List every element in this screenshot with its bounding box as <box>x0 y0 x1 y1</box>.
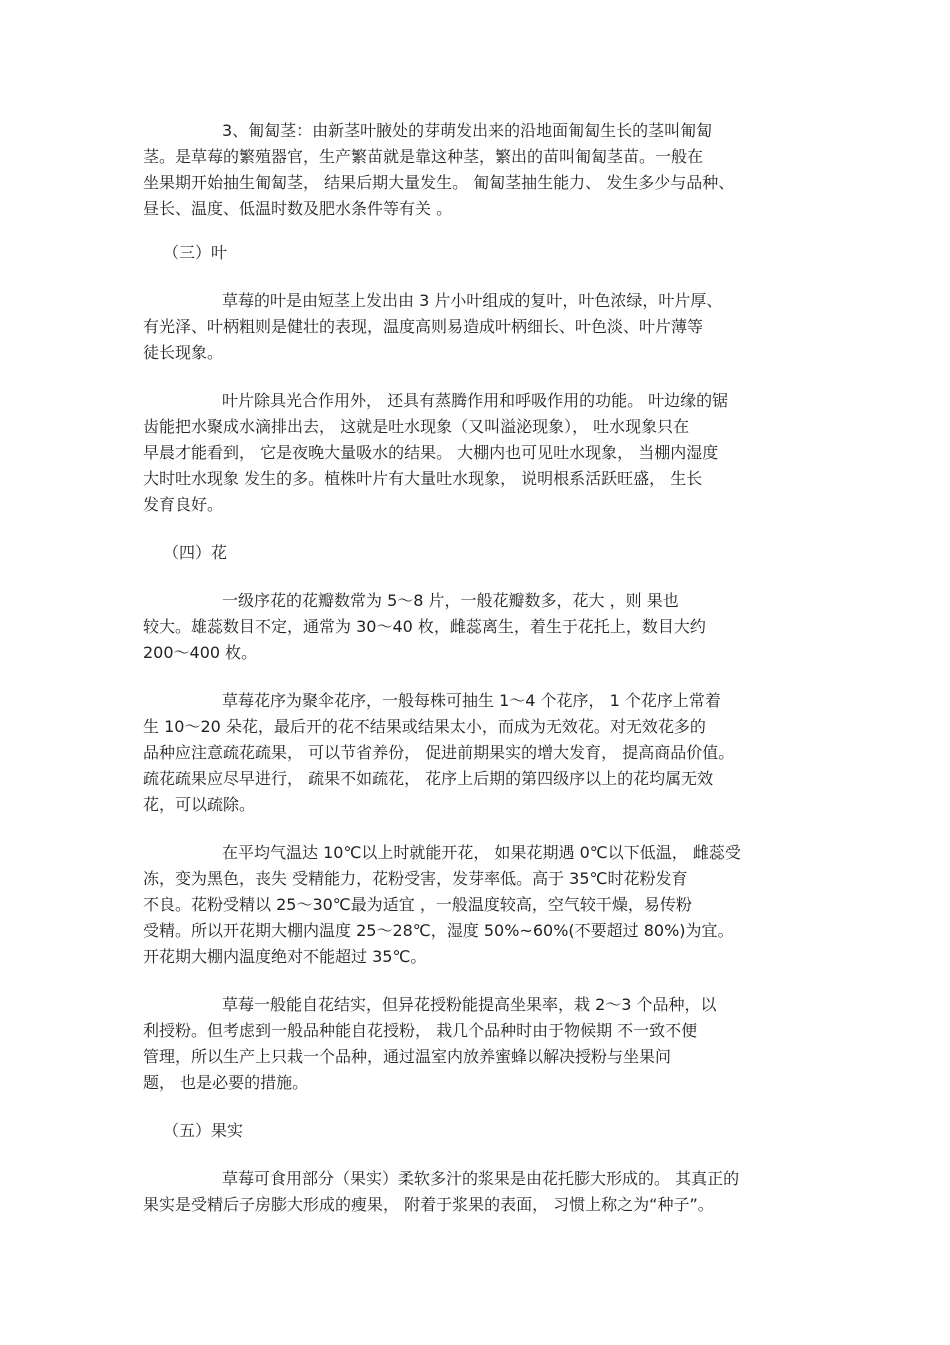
text-line: 开花期大棚内温度绝对不能超过 35℃。 <box>143 947 427 966</box>
text-line: 3、匍匐茎：由新茎叶腋处的芽萌发出来的沿地面匍匐生长的茎叫匍匐 <box>222 121 713 140</box>
paragraph-petals <box>143 588 813 666</box>
text-line: 昼长、温度、低温时数及肥水条件等有关 。 <box>143 199 453 218</box>
text-line: 发育良好。 <box>143 495 224 514</box>
text-line: 品种应注意疏花疏果， 可以节省养份， 促进前期果实的增大发育， 提高商品价值。 <box>143 743 735 762</box>
paragraph-guttation <box>143 388 813 518</box>
text-line: 花，可以疏除。 <box>143 795 256 814</box>
section-heading-leaf <box>143 240 813 266</box>
text-line: 较大。雄蕊数目不定，通常为 30～40 枚，雌蕊离生，着生于花托上，数目大约 <box>143 617 706 636</box>
text-line: 大时吐水现象 发生的多。植株叶片有大量吐水现象， 说明根系活跃旺盛， 生长 <box>143 469 703 488</box>
text-line: 利授粉。但考虑到一般品种能自花授粉， 栽几个品种时由于物候期 不一致不便 <box>143 1021 698 1040</box>
text-line: 草莓花序为聚伞花序，一般每株可抽生 1～4 个花序， 1 个花序上常着 <box>222 691 721 710</box>
text-line: 茎。是草莓的繁殖器官，生产繁苗就是靠这种茎，繁出的苗叫匍匐茎苗。一般在 <box>143 147 704 166</box>
heading-text: （四）花 <box>163 543 228 562</box>
paragraph-runners <box>143 118 813 222</box>
text-line: 生 10～20 朵花，最后开的花不结果或结果太小，而成为无效花。对无效花多的 <box>143 717 706 736</box>
heading-text: （三）叶 <box>163 243 228 262</box>
section-heading-fruit <box>143 1118 813 1144</box>
text-line: 草莓的叶是由短茎上发出由 3 片小叶组成的复叶，叶色浓绿，叶片厚、 <box>222 291 723 310</box>
text-line: 冻，变为黑色，丧失 受精能力，花粉受害，发芽率低。高于 35℃时花粉发育 <box>143 869 688 888</box>
document-body <box>143 118 813 1218</box>
text-line: 齿能把水聚成水滴排出去， 这就是吐水现象（又叫溢泌现象）， 吐水现象只在 <box>143 417 690 436</box>
text-line: 叶片除具光合作用外， 还具有蒸腾作用和呼吸作用的功能。 叶边缘的锯 <box>222 391 729 410</box>
text-line: 有光泽、叶柄粗则是健壮的表现，温度高则易造成叶柄细长、叶色淡、叶片薄等 <box>143 317 704 336</box>
paragraph-temperature <box>143 840 813 970</box>
text-line: 一级序花的花瓣数常为 5～8 片，一般花瓣数多，花大 ，则 果也 <box>222 591 679 610</box>
text-line: 早晨才能看到， 它是夜晚大量吸水的结果。 大棚内也可见吐水现象， 当棚内湿度 <box>143 443 719 462</box>
paragraph-pollination <box>143 992 813 1096</box>
paragraph-inflorescence <box>143 688 813 818</box>
text-line: 200～400 枚。 <box>143 643 258 662</box>
paragraph-fruit <box>143 1166 813 1218</box>
text-line: 疏花疏果应尽早进行， 疏果不如疏花， 花序上后期的第四级序以上的花均属无效 <box>143 769 714 788</box>
text-line: 徒长现象。 <box>143 343 224 362</box>
text-line: 不良。花粉受精以 25～30℃最为适宜 ，一般温度较高，空气较干燥，易传粉 <box>143 895 692 914</box>
heading-text: （五）果实 <box>163 1121 244 1140</box>
text-line: 草莓一般能自花结实，但异花授粉能提高坐果率，栽 2～3 个品种，以 <box>222 995 717 1014</box>
text-line: 坐果期开始抽生匍匐茎， 结果后期大量发生。 匍匐茎抽生能力、 发生多少与品种、 <box>143 173 735 192</box>
text-line: 受精。所以开花期大棚内温度 25～28℃，湿度 50%~60%(不要超过 80%)为宜。 <box>143 921 734 940</box>
text-line: 果实是受精后子房膨大形成的瘦果， 附着于浆果的表面， 习惯上称之为“种子”。 <box>143 1195 714 1214</box>
text-line: 题， 也是必要的措施。 <box>143 1073 309 1092</box>
text-line: 管理，所以生产上只栽一个品种，通过温室内放养蜜蜂以解决授粉与坐果问 <box>143 1047 672 1066</box>
paragraph-leaf-structure <box>143 288 813 366</box>
text-line: 在平均气温达 10℃以上时就能开花， 如果花期遇 0℃以下低温， 雌蕊受 <box>222 843 741 862</box>
section-heading-flower <box>143 540 813 566</box>
text-line: 草莓可食用部分（果实）柔软多汁的浆果是由花托膨大形成的。 其真正的 <box>222 1169 740 1188</box>
